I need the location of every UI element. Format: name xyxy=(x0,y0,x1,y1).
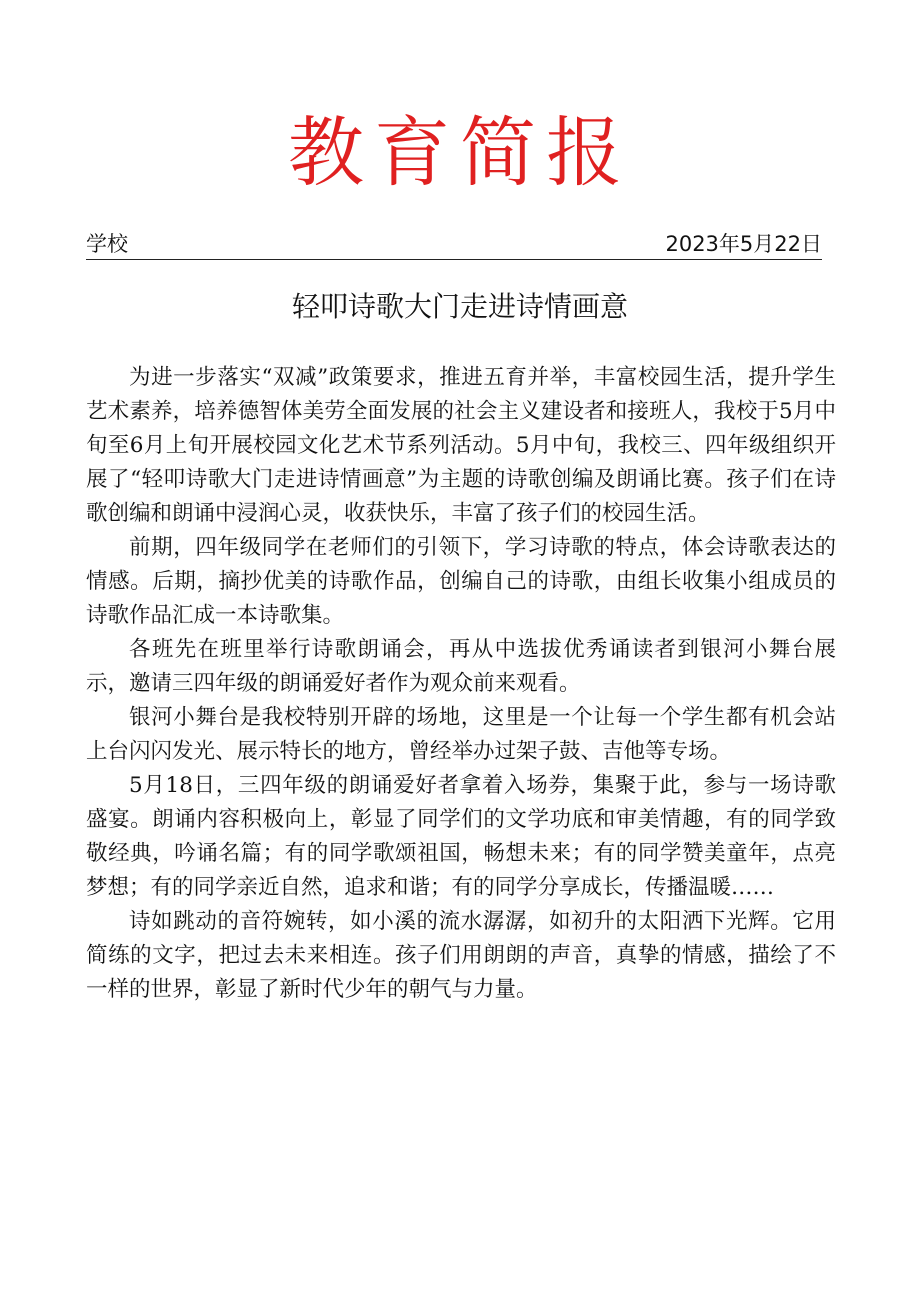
paragraph-class-recital: 各班先在班里举行诗歌朗诵会，再从中选拔优秀诵读者到银河小舞台展示，邀请三四年级的朗诵爱好者作为观众前来观看。 xyxy=(86,637,836,696)
masthead-title: 教育简报 xyxy=(288,108,632,197)
issue-date: 2023年5月22日 xyxy=(665,232,822,256)
paragraph-stage: 银河小舞台是我校特别开辟的场地，这里是一个让每一个学生都有机会站上台闪闪发光、展示特长的地方，曾经举办过架子鼓、吉他等专场。 xyxy=(86,705,836,764)
paragraph-preparation: 前期，四年级同学在老师们的引领下，学习诗歌的特点，体会诗歌表达的情感。后期，摘抄优美的诗歌作品，创编自己的诗歌，由组长收集小组成员的诗歌作品汇成一本诗歌集。 xyxy=(86,535,836,628)
paragraph-conclusion: 诗如跳动的音符婉转，如小溪的流水潺潺，如初升的太阳洒下光辉。它用简练的文字，把过去未来相连。孩子们用朗朗的声音，真挚的情感，描绘了不一样的世界，彰显了新时代少年的朝气与力量。 xyxy=(86,909,836,1002)
article-body xyxy=(86,361,836,1007)
paragraph-event: 5月18日，三四年级的朗诵爱好者拿着入场券，集聚于此，参与一场诗歌盛宴。朗诵内容积极向上，彰显了同学们的文学功底和审美情趣，有的同学致敬经典，吟诵名篇；有的同学歌颂祖国，畅想未来；有的同学赞美童年，点亮梦想；有的同学亲近自然，追求和谐；有的同学分享成长，传播温暖…… xyxy=(86,773,836,900)
header-meta-line xyxy=(86,229,822,260)
paragraph-intro: 为进一步落实“双减”政策要求，推进五育并举，丰富校园生活，提升学生艺术素养，培养德智体美劳全面发展的社会主义建设者和接班人，我校于5月中旬至6月上旬开展校园文化艺术节系列活动。5月中旬，我校三、四年级组织开展了“轻叩诗歌大门走进诗情画意”为主题的诗歌创编及朗诵比赛。孩子们在诗歌创编和朗诵中浸润心灵，收获快乐，丰富了孩子们的校园生活。 xyxy=(86,365,836,526)
school-label: 学校 xyxy=(86,232,128,256)
article-title: 轻叩诗歌大门走进诗情画意 xyxy=(291,290,628,323)
